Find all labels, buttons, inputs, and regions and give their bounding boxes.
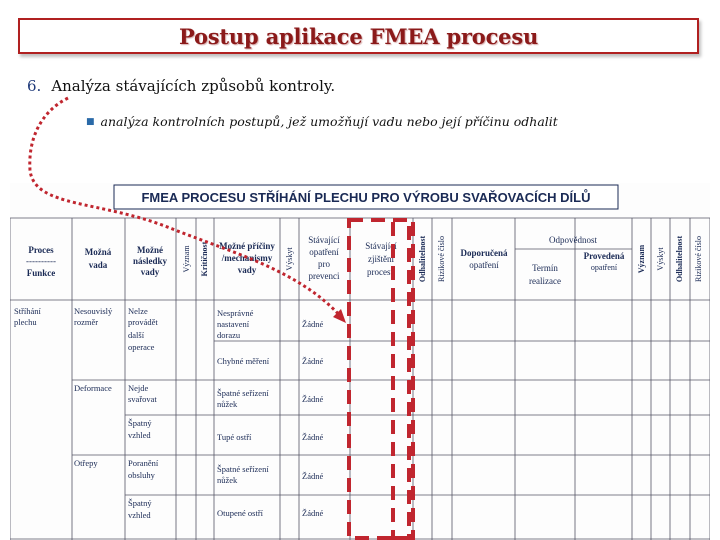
hdr-provedena-2: opatření [590,263,618,272]
main-point [27,77,335,95]
hdr-priciny-2: /mechanismy [221,253,273,263]
hdr-vyznam-2: Význam [637,244,646,274]
hdr-doporucena-2: opatření [469,260,499,270]
svg-text:nůžek: nůžek [217,399,238,409]
hdr-prevence-2: opatření [309,247,339,257]
hdr-prevence-1: Stávající [308,235,340,245]
hdr-zjisteni-3: procesu [367,267,395,277]
hdr-vada-2: vada [88,260,108,270]
title-box [18,18,699,54]
hdr-separator: ---------- [26,256,56,266]
svg-text:vzhled: vzhled [128,430,151,440]
hdr-nasledky-3: vady [140,267,160,277]
svg-text:Žádné: Žádné [302,319,324,329]
sub-bullet [86,114,558,129]
hdr-nasledky-2: následky [132,256,168,266]
slide-title: Postup aplikace FMEA procesu [178,23,539,49]
hdr-zjisteni-2: zjištění [368,254,394,264]
hdr-nasledky-1: Možné [137,245,163,255]
svg-text:Nesouvislý: Nesouvislý [74,306,113,316]
table-row: Stříhání [14,306,41,316]
svg-text:Poranění: Poranění [128,458,159,468]
svg-text:Špatné seřízení: Špatné seřízení [217,388,269,398]
hdr-rizikove: Rizikové číslo [437,236,446,282]
hdr-funkce: Funkce [26,268,56,278]
svg-text:Žádné: Žádné [302,432,324,442]
svg-text:Otupené ostří: Otupené ostří [217,508,264,518]
table-row: Otřepy [74,458,98,468]
hdr-vyskyt-2: Výskyt [656,247,665,271]
svg-text:Žádné: Žádné [302,508,324,518]
hdr-priciny-1: Možné příčiny [219,241,275,251]
hdr-termin-2: realizace [529,276,561,286]
svg-text:nastavení: nastavení [217,319,250,329]
svg-text:nůžek: nůžek [217,475,238,485]
svg-text:provádět: provádět [128,317,158,327]
svg-text:obsluhy: obsluhy [128,470,155,480]
hdr-doporucena-1: Doporučená [460,248,508,258]
hdr-priciny-3: vady [237,265,257,275]
table-title: FMEA PROCESU STŘÍHÁNÍ PLECHU PRO VÝROBU SVAŘOVACÍCH DÍLŮ [141,190,591,205]
hdr-vada-1: Možná [84,247,112,257]
hdr-vyznam: Význam [182,245,191,273]
hdr-rizikove-2: Rizikové číslo [694,236,703,282]
svg-text:vzhled: vzhled [128,510,151,520]
square-bullet-icon: ■ [86,117,95,127]
point-number: 6. [27,77,42,95]
svg-text:plechu: plechu [14,317,37,327]
point-text: Analýza stávajících způsobů kontroly. [51,77,336,95]
hdr-kriticnost: Kritičnost [200,241,209,277]
svg-text:svařovat: svařovat [128,394,157,404]
table-row: Špatný [128,498,152,508]
table-row: Chybné měření [217,356,270,366]
svg-text:operace: operace [128,342,155,352]
table-row: Špatný [128,418,152,428]
fmea-table-image [10,183,710,540]
hdr-prevence-4: prevenci [308,271,340,281]
hdr-odhalitelnost: Odhalitelnost [418,235,427,283]
svg-text:Nesprávné: Nesprávné [217,308,254,318]
svg-text:Špatné seřízení: Špatné seřízení [217,464,269,474]
hdr-proces: Proces [28,245,54,255]
hdr-vyskyt: Výskyt [285,247,294,271]
hdr-termin-1: Termín [532,263,558,273]
svg-text:Žádné: Žádné [302,394,324,404]
svg-text:další: další [128,330,145,340]
sub-bullet-text: analýza kontrolních postupů, jež umožňují vadu nebo její příčinu odhalit [100,114,558,129]
svg-text:dorazu: dorazu [217,330,241,340]
hdr-prevence-3: pro [318,259,330,269]
svg-text:rozměr: rozměr [74,317,99,327]
svg-text:Žádné: Žádné [302,471,324,481]
table-row: Deformace [74,383,112,393]
hdr-odhalitelnost-2: Odhalitelnost [675,235,684,283]
hdr-provedena-1: Provedená [583,251,625,261]
svg-text:Žádné: Žádné [302,356,324,366]
svg-text:Nejde: Nejde [128,383,149,393]
hdr-odpovednost: Odpovědnost [549,235,597,245]
svg-text:Tupé ostří: Tupé ostří [217,432,252,442]
hdr-zjisteni-1: Stávající [365,241,397,251]
svg-text:Nelze: Nelze [128,306,148,316]
table-background [10,183,710,540]
